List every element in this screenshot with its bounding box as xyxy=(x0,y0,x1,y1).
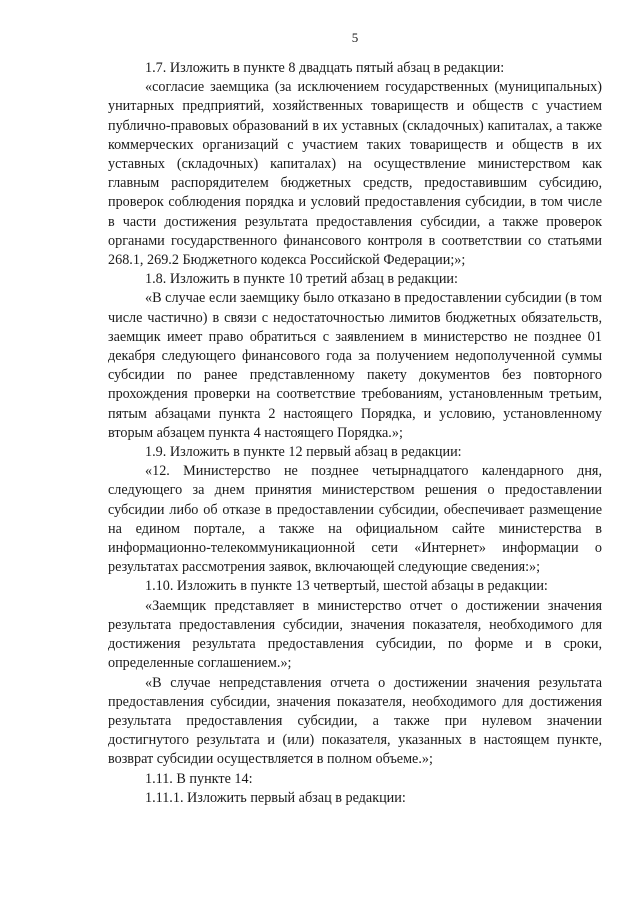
paragraph-consent: «согласие заемщика (за исключением государственных (муниципальных) унитарных предприятий, хозяйственных товариществ и обществ с участием публично-правовых образований в их уставных (складочных) капиталах, а также коммерческих организаций с участием таких товариществ и обществ в их уставных (складочных) капиталах) на осуществление министерством как главным распорядителем бюджетных средств, предоставившим субсидию, проверок соблюдения порядка и условий предоставления субсидии, в том числе в части достижения результата предоставления субсидии, а также проверок органами государственного финансового контроля в соответствии со статьями 268.1, 269.2 Бюджетного кодекса Российской Федерации;»; xyxy=(108,79,602,269)
item-1-10: 1.10. Изложить в пункте 13 четвертый, шестой абзацы в редакции: xyxy=(145,578,548,595)
paragraph-ministry-publication: «12. Министерство не позднее четырнадцатого календарного дня, следующего за днем принятия министерством решения о предоставлении субсидии либо об отказе в предоставлении субсидии, обеспечивает размещение на едином портале, а также на официальном сайте министерства в информационно-телекоммуникационной сети «Интернет» информации о результатах рассмотрения заявок, включающей следующие сведения:»; xyxy=(108,463,602,576)
item-1-7: 1.7. Изложить в пункте 8 двадцать пятый абзац в редакции: xyxy=(145,60,505,76)
page-number: 5 xyxy=(351,30,359,45)
item-1-11-1: 1.11.1. Изложить первый абзац в редакции: xyxy=(145,789,406,806)
paragraph-refusal-case: «В случае если заемщику было отказано в предоставлении субсидии (в том числе частично) в связи с недостаточностью лимитов бюджетных обязательств, заемщик имеет право обратиться с заявлением в министерство не позднее 01 декабря следующего финансового года за получением недополученной суммы субсидии по ранее представленному пакету документов без повторного прохождения проверки на соответствие требованиям, установленным третьим, пятым абзацами пункта 2 настоящего Порядка, и условию, установленному вторым абзацем пункта 4 настоящего Порядка.»; xyxy=(108,290,602,441)
item-1-11: 1.11. В пункте 14: xyxy=(145,770,253,787)
paragraph-report-failure: «В случае непредставления отчета о достижении значения результата предоставления субсидии, значения показателя, необходимого для достижения результата предоставления субсидии, а также при нулевом значении достигнутого результата и (или) показателя, указанных в настоящем пункте, возврат субсидии осуществляется в полном объеме.»; xyxy=(108,674,602,768)
paragraph-borrower-report: «Заемщик представляет в министерство отчет о достижении значения результата предоставления субсидии, значения показателя, необходимого для достижения результата предоставления субсидии, по форме и в сроки, определенные соглашением.»; xyxy=(108,597,602,672)
item-1-8: 1.8. Изложить в пункте 10 третий абзац в редакции: xyxy=(145,271,458,288)
item-1-9: 1.9. Изложить в пункте 12 первый абзац в редакции: xyxy=(145,444,462,461)
